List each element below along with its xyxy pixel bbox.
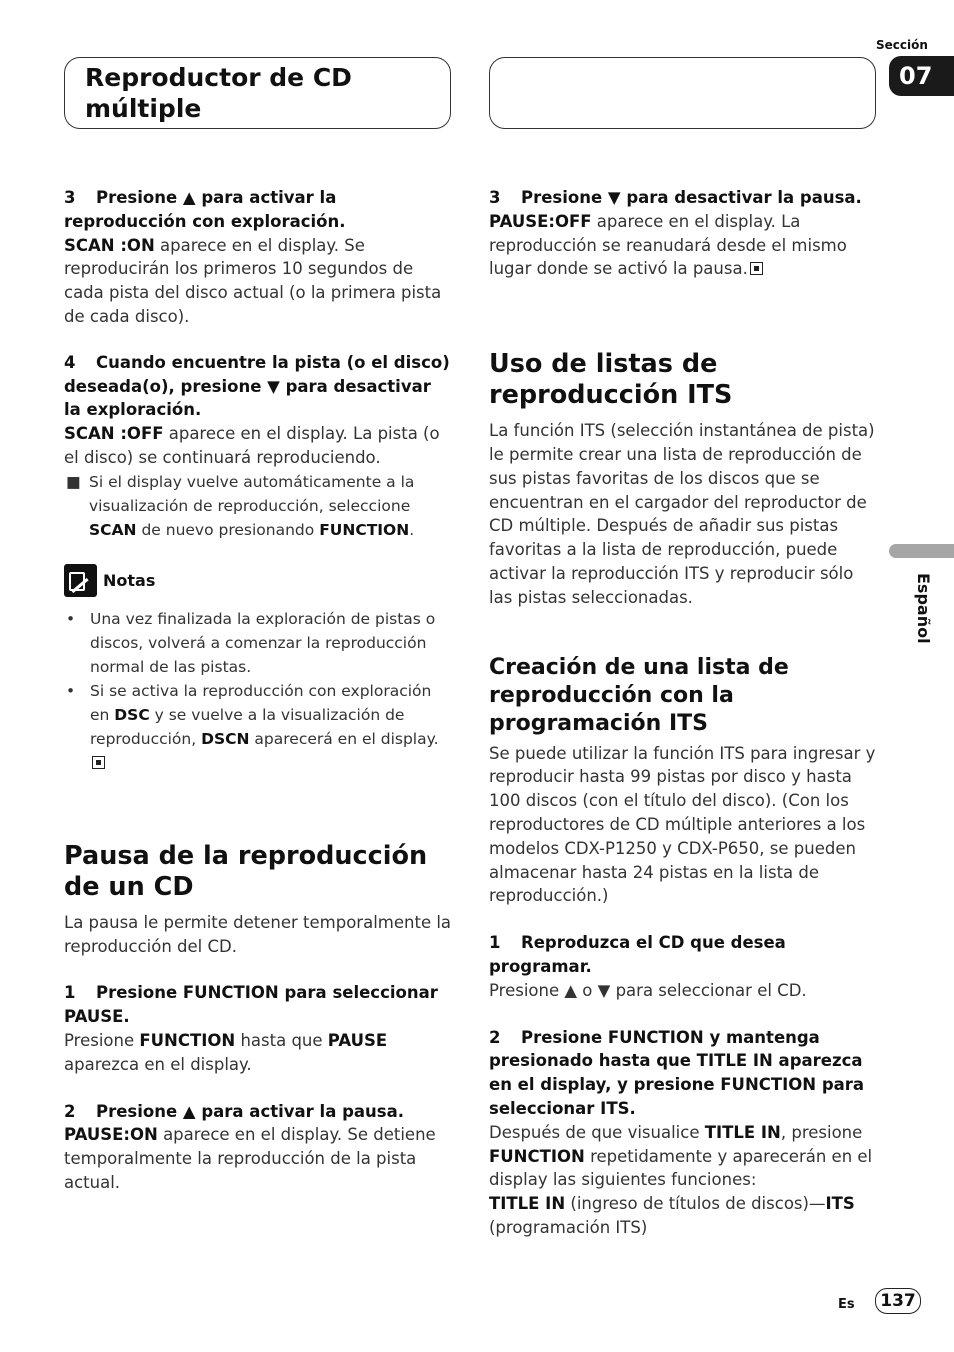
pause-step-2: 2 Presione ▲ para activar la pausa. [64,1101,404,1121]
note-pencil-icon [64,564,97,597]
step-4-subnote: ■ Si el display vuelve automáticamente a la visualización de reproducción, seleccione SCAN de nuevo presionando FUNCTION. [64,470,452,542]
chapter-title: Reproductor de CD múltiple [85,63,352,123]
its-section-heading: Uso de listas de reproducción ITS [489,349,733,411]
end-mark-icon [92,756,105,769]
pause-step-1: 1 Presione FUNCTION para seleccionar PAUSE. [64,983,438,1027]
step-3-pause-off: 3 Presione ▼ para desactivar la pausa. [489,188,862,207]
end-mark-icon [750,262,763,275]
header-right-box [489,57,876,129]
footer-language-code: Es [838,1297,855,1312]
note-item: • Si se activa la reproducción con exploración en DSC y se vuelve a la visualización de reproducción, DSCN aparecerá en el display. [64,679,452,775]
right-column [489,186,877,1240]
language-tab-bar [889,544,954,558]
header-left-box [64,57,451,129]
create-step-1: 1 Reproduzca el CD que desea programar. [489,933,786,976]
create-step-2-functions: TITLE IN (ingreso de títulos de discos)—ITS (programación ITS) [489,1194,855,1237]
its-create-intro: Se puede utilizar la función ITS para ingresar y reproducir hasta 99 pistas por disco y hasta 100 discos (con el título del disco). (Con los reproductores de CD múltiple anteriores a los modelos CDX-P1250 y CDX-P650, se pueden almacenar hasta 24 pistas en la lista de reproducción.) [489,743,876,906]
its-intro: La función ITS (selección instantánea de pista) le permite crear una lista de reproducción de sus pistas favoritas de los discos que se encuentran en el cargador del reproductor de CD múltiple. Después de añadir sus pistas favoritas a la lista de reproducción, puede activar la reproducción ITS y reproducir sólo las pistas seleccionadas. [489,421,875,607]
square-bullet-icon: ■ [66,472,81,491]
create-step-2-body: Después de que visualice TITLE IN, presione FUNCTION repetidamente y aparecerán en el display las siguientes funciones: [489,1122,873,1190]
page-number: 137 [875,1288,921,1314]
step-3-body: SCAN :ON aparece en el display. Se reproducirán los primeros 10 segundos de cada pista del disco actual (o la primera pista de cada disco). [64,235,442,326]
pause-step-2-body: PAUSE:ON aparece en el display. Se detiene temporalmente la reproducción de la pista actual. [64,1125,436,1192]
pause-section-heading: Pausa de la reproducción de un CD [64,840,428,902]
section-number-tab: 07 [889,56,954,96]
section-label: Sección [876,38,928,52]
create-step-1-body: Presione ▲ o ▼ para seleccionar el CD. [489,980,807,1000]
step-4-scan-off: 4 Cuando encuentre la pista (o el disco) deseada(o), presione ▼ para desactivar la exploración. [64,352,450,420]
note-item: • Una vez finalizada la exploración de pistas o discos, volverá a comenzar la reproducción normal de las pistas. [64,607,452,679]
language-label: Español [914,573,933,644]
notes-heading: Notas [64,564,452,597]
pause-step-1-body: Presione FUNCTION hasta que PAUSE aparezca en el display. [64,1030,388,1074]
step-4-body: SCAN :OFF aparece en el display. La pista (o el disco) se continuará reproduciendo. [64,424,440,467]
notes-list [64,607,452,775]
its-create-heading: Creación de una lista de reproducción con la programación ITS [489,654,789,736]
create-step-2: 2 Presione FUNCTION y mantenga presionado hasta que TITLE IN aparezca en el display, y presione FUNCTION para seleccionar ITS. [489,1027,865,1118]
left-column [64,186,452,1195]
step-3-scan-on: 3 Presione ▲ para activar la reproducción con exploración. [64,188,346,231]
pause-intro: La pausa le permite detener temporalmente la reproducción del CD. [64,912,452,956]
step-3-pause-off-body: PAUSE:OFF aparece en el display. La reproducción se reanudará desde el mismo lugar donde se activó la pausa. [489,211,847,279]
